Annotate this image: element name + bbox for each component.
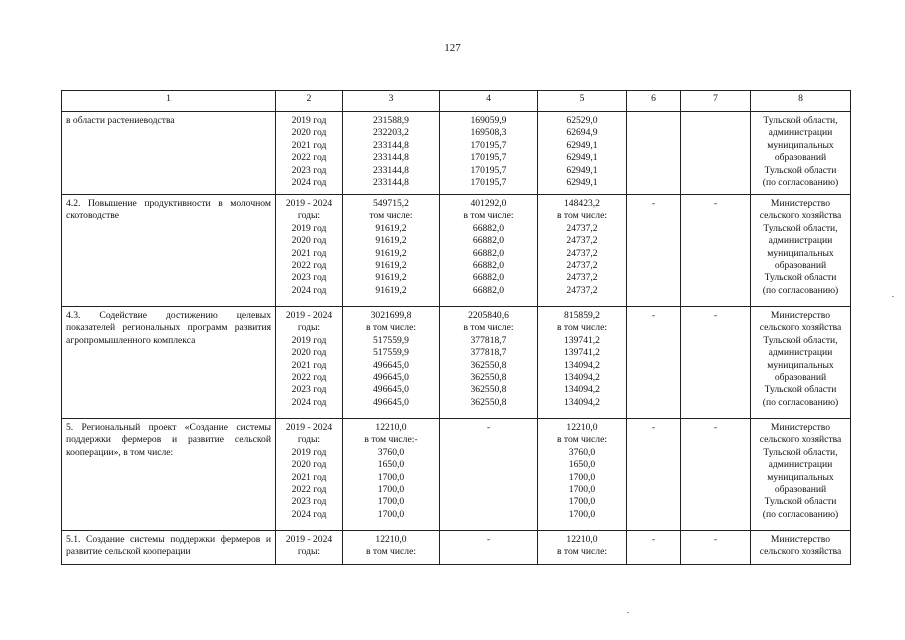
responsible-line: образований xyxy=(774,484,827,496)
total-value: 549715,2 xyxy=(373,198,409,209)
regional-cell xyxy=(538,195,627,307)
responsible-line: Тульской области xyxy=(764,164,837,176)
period-line: 2019 год xyxy=(291,446,327,458)
total-value: 3021699,8 xyxy=(370,310,412,321)
program-table xyxy=(61,90,851,565)
responsible-line: сельского хозяйства xyxy=(759,546,842,558)
total-value: 231588,9 xyxy=(373,115,409,126)
total-value: 496645,0 xyxy=(373,396,409,408)
federal-value: 66882,0 xyxy=(472,222,505,234)
responsible-line: муниципальных xyxy=(767,471,834,483)
activity-description: 5. Региональный проект «Создание системы поддержки фермеров и развитие сельской кооперации», в том числе: xyxy=(62,419,276,531)
responsible-line: муниципальных xyxy=(767,139,834,151)
responsible-line: Министерство xyxy=(770,310,831,321)
regional-value: 24737,2 xyxy=(566,235,598,247)
total-value: 1700,0 xyxy=(377,471,405,483)
regional-value: 134094,2 xyxy=(564,396,600,408)
regional-value: 134094,2 xyxy=(564,384,600,396)
federal-value: 66882,0 xyxy=(472,272,505,284)
total-cell xyxy=(343,531,440,565)
period-line: 2019 год xyxy=(291,115,327,126)
responsible-line: администрации xyxy=(768,459,833,471)
responsible-cell xyxy=(751,307,851,419)
federal-value: 2205840,6 xyxy=(468,310,509,321)
period-cell xyxy=(276,112,343,195)
header-col-1: 1 xyxy=(62,91,276,112)
total-value: в том числе:- xyxy=(364,434,418,446)
responsible-line: образований xyxy=(774,372,827,384)
regional-value: в том числе: xyxy=(556,546,607,558)
period-line: 2024 год xyxy=(291,284,327,296)
local-budget-cell: - xyxy=(627,307,681,419)
header-col-5: 5 xyxy=(538,91,627,112)
period-line: годы: xyxy=(297,434,321,446)
period-line: 2019 год xyxy=(291,222,327,234)
extrabudgetary-cell: - xyxy=(681,307,751,419)
table-row xyxy=(62,307,851,419)
period-line: 2022 год xyxy=(291,484,327,496)
federal-cell xyxy=(440,531,538,565)
period-cell xyxy=(276,195,343,307)
scan-mark xyxy=(892,296,894,297)
federal-value: 169508,3 xyxy=(470,127,507,139)
scan-mark xyxy=(627,612,629,613)
total-value: 233144,8 xyxy=(373,164,409,176)
regional-value: 24737,2 xyxy=(566,272,598,284)
federal-value: 170195,7 xyxy=(470,152,507,164)
federal-value: - xyxy=(486,422,491,433)
activity-description: 4.3. Содействие достижению целевых показателей региональных программ развития агропромышленного комплекса xyxy=(62,307,276,419)
federal-value: 66882,0 xyxy=(472,247,505,259)
federal-value: 401292,0 xyxy=(470,198,507,209)
period-line: 2022 год xyxy=(291,372,327,384)
period-line: 2023 год xyxy=(291,384,327,396)
period-line: годы: xyxy=(297,210,321,222)
responsible-line: администрации xyxy=(768,347,833,359)
regional-value: 62529,0 xyxy=(566,115,598,126)
page-number: 127 xyxy=(444,42,461,54)
total-value: 91619,2 xyxy=(375,222,407,234)
regional-value: 139741,2 xyxy=(564,334,600,346)
regional-value: 148423,2 xyxy=(564,198,600,209)
responsible-line: сельского хозяйства xyxy=(759,434,842,446)
responsible-line: Тульской области, xyxy=(763,334,838,346)
federal-value: 377818,7 xyxy=(470,334,507,346)
regional-value: в том числе: xyxy=(556,322,607,334)
table-body xyxy=(62,112,851,565)
regional-value: 1700,0 xyxy=(568,471,596,483)
federal-value: 66882,0 xyxy=(472,235,505,247)
total-cell xyxy=(343,419,440,531)
period-line: 2020 год xyxy=(291,127,327,139)
period-line: 2023 год xyxy=(291,496,327,508)
regional-value: 62949,1 xyxy=(566,152,598,164)
period-line: 2022 год xyxy=(291,152,327,164)
regional-value: в том числе: xyxy=(556,434,607,446)
responsible-line: Тульской области xyxy=(764,496,837,508)
regional-value: 62949,1 xyxy=(566,164,598,176)
activity-description: 5.1. Создание системы поддержки фермеров и развитие сельской кооперации xyxy=(62,531,276,565)
regional-value: 62694,9 xyxy=(566,127,598,139)
activity-description: 4.2. Повышение продуктивности в молочном скотоводстве xyxy=(62,195,276,307)
total-value: том числе: xyxy=(369,210,413,222)
header-col-8: 8 xyxy=(751,91,851,112)
responsible-cell xyxy=(751,112,851,195)
responsible-line: администрации xyxy=(768,127,833,139)
regional-value: 24737,2 xyxy=(566,222,598,234)
local-budget-cell: - xyxy=(627,195,681,307)
period-line: 2019 - 2024 xyxy=(285,198,333,209)
regional-cell xyxy=(538,112,627,195)
responsible-line: образований xyxy=(774,260,827,272)
total-value: в том числе: xyxy=(365,546,416,558)
regional-value: 1650,0 xyxy=(568,459,596,471)
total-value: 496645,0 xyxy=(373,372,409,384)
regional-value: 24737,2 xyxy=(566,260,598,272)
header-col-3: 3 xyxy=(343,91,440,112)
federal-value: 362550,8 xyxy=(470,384,507,396)
total-value: 91619,2 xyxy=(375,260,407,272)
responsible-line: муниципальных xyxy=(767,359,834,371)
total-value: 3760,0 xyxy=(377,446,405,458)
responsible-line: Тульской области, xyxy=(763,446,838,458)
period-line: 2024 год xyxy=(291,508,327,520)
federal-value: 170195,7 xyxy=(470,164,507,176)
responsible-line: Министерство xyxy=(770,422,831,433)
total-value: 12210,0 xyxy=(375,422,407,433)
header-col-2: 2 xyxy=(276,91,343,112)
period-line: годы: xyxy=(297,322,321,334)
period-line: 2021 год xyxy=(291,359,327,371)
regional-cell xyxy=(538,531,627,565)
responsible-line: Министерство xyxy=(770,198,831,209)
total-cell xyxy=(343,112,440,195)
period-cell xyxy=(276,419,343,531)
regional-value: 62949,1 xyxy=(566,177,598,189)
total-value: 233144,8 xyxy=(373,139,409,151)
regional-value: 62949,1 xyxy=(566,139,598,151)
regional-value: 1700,0 xyxy=(568,496,596,508)
federal-value: 66882,0 xyxy=(472,260,505,272)
activity-description: в области растениеводства xyxy=(62,112,276,195)
local-budget-cell: - xyxy=(627,531,681,565)
total-value: 496645,0 xyxy=(373,384,409,396)
period-cell xyxy=(276,307,343,419)
total-value: 517559,9 xyxy=(373,334,409,346)
period-line: 2019 - 2024 xyxy=(285,534,333,545)
total-value: 517559,9 xyxy=(373,347,409,359)
responsible-cell xyxy=(751,531,851,565)
regional-value: 815859,2 xyxy=(564,310,600,321)
total-value: 1700,0 xyxy=(377,496,405,508)
federal-value: 170195,7 xyxy=(470,139,507,151)
federal-value: 377818,7 xyxy=(470,347,507,359)
regional-value: в том числе: xyxy=(556,210,607,222)
regional-value: 24737,2 xyxy=(566,284,598,296)
period-line: 2019 - 2024 xyxy=(285,310,333,321)
header-col-6: 6 xyxy=(627,91,681,112)
total-value: 233144,8 xyxy=(373,177,409,189)
table-row xyxy=(62,195,851,307)
extrabudgetary-cell xyxy=(681,112,751,195)
period-line: 2024 год xyxy=(291,396,327,408)
period-line: 2019 год xyxy=(291,334,327,346)
federal-value: 362550,8 xyxy=(470,372,507,384)
extrabudgetary-cell: - xyxy=(681,195,751,307)
extrabudgetary-cell: - xyxy=(681,419,751,531)
responsible-line: образований xyxy=(774,152,827,164)
federal-value: 66882,0 xyxy=(472,284,505,296)
extrabudgetary-cell: - xyxy=(681,531,751,565)
total-value: 91619,2 xyxy=(375,284,407,296)
regional-cell xyxy=(538,419,627,531)
federal-value: в том числе: xyxy=(463,210,514,222)
period-line: 2021 год xyxy=(291,247,327,259)
period-line: 2020 год xyxy=(291,235,327,247)
responsible-cell xyxy=(751,419,851,531)
total-value: 233144,8 xyxy=(373,152,409,164)
responsible-line: сельского хозяйства xyxy=(759,210,842,222)
period-line: годы: xyxy=(297,546,321,558)
responsible-line: администрации xyxy=(768,235,833,247)
federal-value: в том числе: xyxy=(463,322,514,334)
responsible-line: (по согласованию) xyxy=(762,284,839,296)
regional-value: 24737,2 xyxy=(566,247,598,259)
total-value: 232203,2 xyxy=(373,127,409,139)
regional-value: 139741,2 xyxy=(564,347,600,359)
period-line: 2023 год xyxy=(291,272,327,284)
responsible-line: (по согласованию) xyxy=(762,396,839,408)
period-line: 2021 год xyxy=(291,471,327,483)
responsible-line: Тульской области xyxy=(764,384,837,396)
total-cell xyxy=(343,307,440,419)
total-value: 1650,0 xyxy=(377,459,405,471)
responsible-line: (по согласованию) xyxy=(762,508,839,520)
header-row xyxy=(62,91,851,112)
table-row xyxy=(62,531,851,565)
responsible-line: Министерство xyxy=(770,534,831,545)
responsible-cell xyxy=(751,195,851,307)
regional-value: 1700,0 xyxy=(568,484,596,496)
federal-cell xyxy=(440,307,538,419)
table-row xyxy=(62,112,851,195)
header-col-4: 4 xyxy=(440,91,538,112)
total-value: 12210,0 xyxy=(375,534,407,545)
local-budget-cell xyxy=(627,112,681,195)
total-value: в том числе: xyxy=(365,322,416,334)
table-row xyxy=(62,419,851,531)
federal-value: 169059,9 xyxy=(470,115,507,126)
total-value: 1700,0 xyxy=(377,508,405,520)
total-value: 1700,0 xyxy=(377,484,405,496)
period-line: 2020 год xyxy=(291,347,327,359)
period-line: 2019 - 2024 xyxy=(285,422,333,433)
federal-value: - xyxy=(486,534,491,545)
federal-cell xyxy=(440,419,538,531)
total-value: 496645,0 xyxy=(373,359,409,371)
regional-value: 12210,0 xyxy=(566,422,598,433)
total-value: 91619,2 xyxy=(375,247,407,259)
responsible-line: (по согласованию) xyxy=(762,177,839,189)
federal-cell xyxy=(440,195,538,307)
local-budget-cell: - xyxy=(627,419,681,531)
federal-value: 362550,8 xyxy=(470,396,507,408)
regional-value: 1700,0 xyxy=(568,508,596,520)
period-line: 2024 год xyxy=(291,177,327,189)
total-value: 91619,2 xyxy=(375,272,407,284)
header-col-7: 7 xyxy=(681,91,751,112)
federal-value: 170195,7 xyxy=(470,177,507,189)
period-line: 2022 год xyxy=(291,260,327,272)
regional-cell xyxy=(538,307,627,419)
responsible-line: муниципальных xyxy=(767,247,834,259)
period-line: 2021 год xyxy=(291,139,327,151)
responsible-line: Тульской области, xyxy=(763,115,838,126)
regional-value: 3760,0 xyxy=(568,446,596,458)
total-cell xyxy=(343,195,440,307)
period-line: 2020 год xyxy=(291,459,327,471)
regional-value: 134094,2 xyxy=(564,359,600,371)
federal-cell xyxy=(440,112,538,195)
federal-value: 362550,8 xyxy=(470,359,507,371)
responsible-line: сельского хозяйства xyxy=(759,322,842,334)
regional-value: 134094,2 xyxy=(564,372,600,384)
regional-value: 12210,0 xyxy=(566,534,598,545)
period-line: 2023 год xyxy=(291,164,327,176)
total-value: 91619,2 xyxy=(375,235,407,247)
period-cell xyxy=(276,531,343,565)
responsible-line: Тульской области, xyxy=(763,222,838,234)
responsible-line: Тульской области xyxy=(764,272,837,284)
